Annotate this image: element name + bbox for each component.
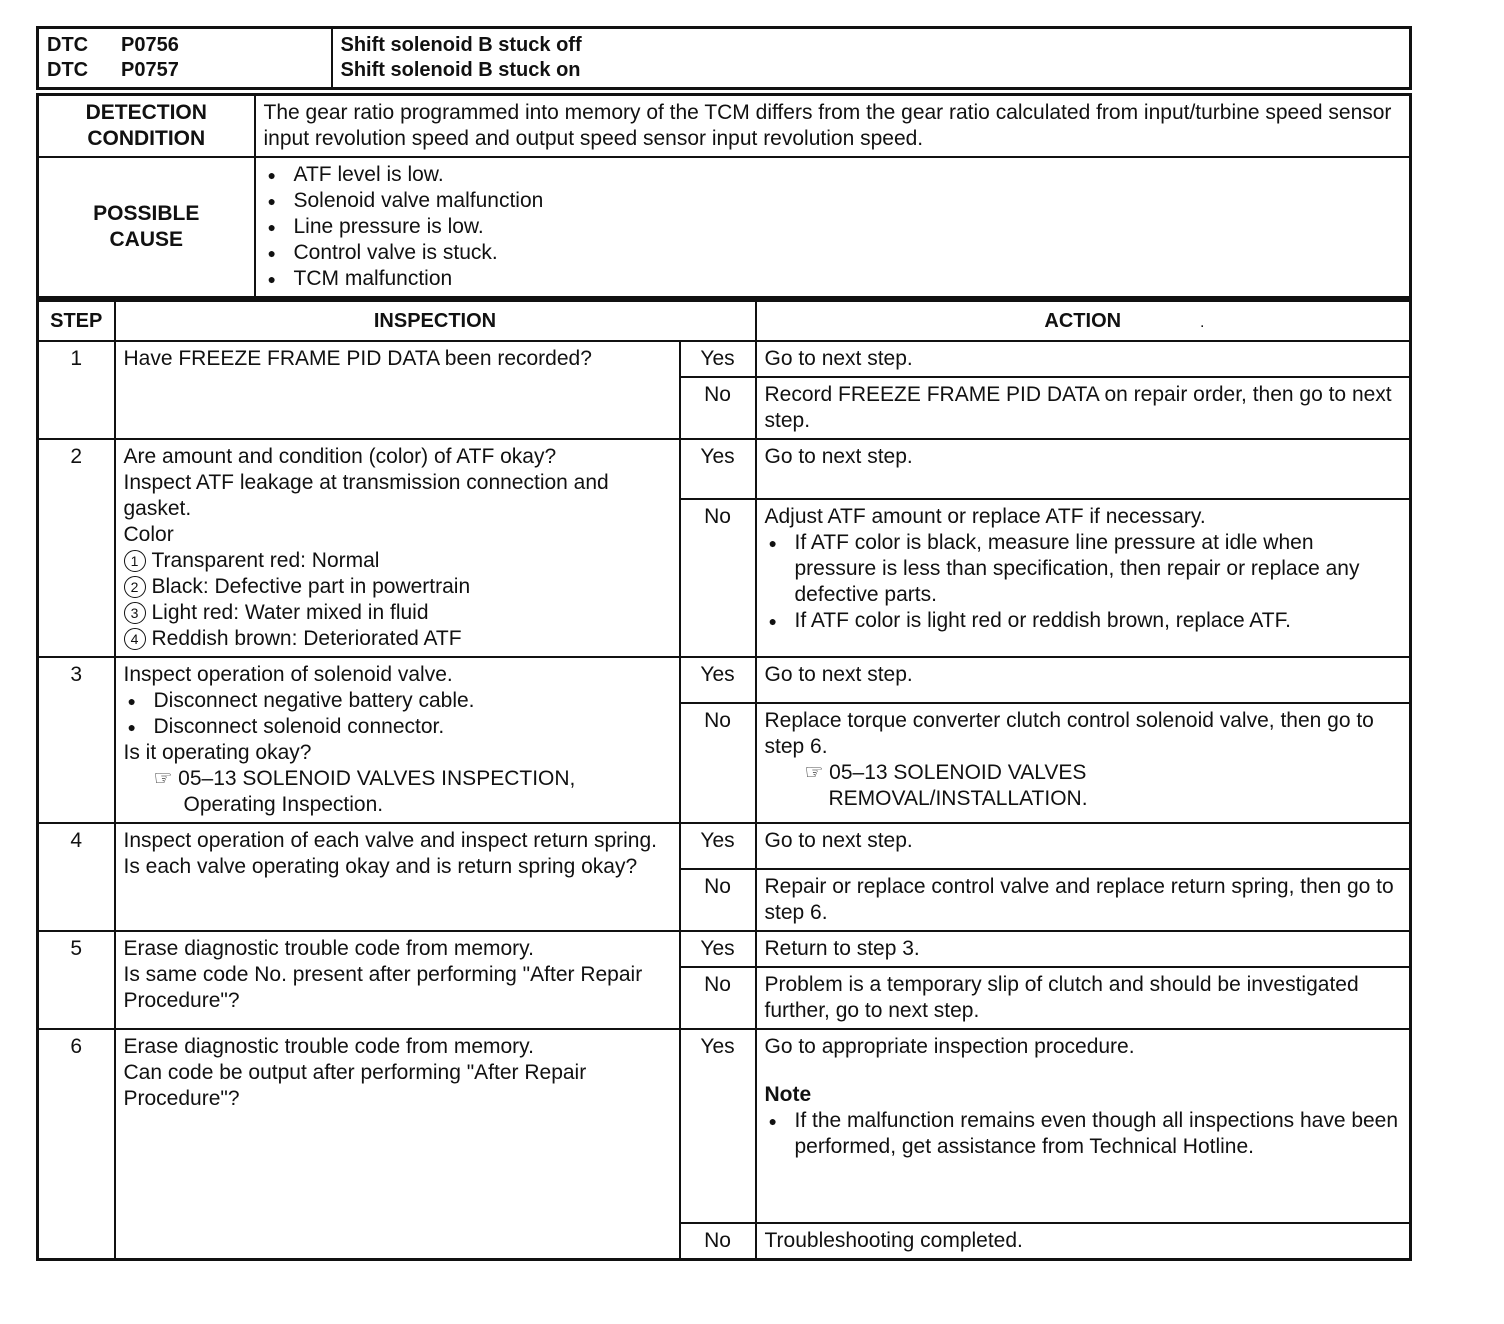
circled-number: 4 <box>124 628 146 650</box>
no-label: No <box>680 703 756 823</box>
inspection-line: Is it operating okay? <box>123 741 312 764</box>
dtc-titles <box>332 28 1411 89</box>
circled-number: 2 <box>124 576 146 598</box>
inspection-bullet: ● Disconnect negative battery cable. <box>124 688 671 714</box>
cause-item: ● TCM malfunction <box>264 266 1402 292</box>
step-number: 1 <box>38 341 115 439</box>
yes-label: Yes <box>680 931 756 967</box>
inspection-line: Are amount and condition (color) of ATF okay? <box>123 445 557 468</box>
yes-label: Yes <box>680 439 756 499</box>
detection-text: The gear ratio programmed into memory of the TCM differs from the gear ratio calculated from input/turbine speed sensor input revolution speed and output speed sensor input revolution speed. <box>255 95 1411 158</box>
dtc-document <box>36 26 1412 1261</box>
no-action-intro: Adjust ATF amount or replace ATF if necessary. <box>764 505 1206 528</box>
cause-item: ● Solenoid valve malfunction <box>264 188 1402 214</box>
inspection-line: Inspect ATF leakage at transmission connection and gasket. <box>123 471 609 520</box>
stray-dot: . <box>1200 314 1205 331</box>
possible-cause-list <box>255 157 1411 298</box>
no-action-bullet: ● If ATF color is black, measure line pressure at idle when pressure is less than specification, then repair or replace any defective parts. <box>765 530 1402 608</box>
yes-action: Return to step 3. <box>756 931 1411 967</box>
yes-label: Yes <box>680 657 756 703</box>
no-action: Repair or replace control valve and replace return spring, then go to step 6. <box>756 869 1411 931</box>
dtc-label: DTC <box>47 34 89 56</box>
cause-item: ● Line pressure is low. <box>264 214 1402 240</box>
no-label: No <box>680 869 756 931</box>
color-item <box>124 626 671 652</box>
yes-action: Go to next step. <box>756 439 1411 499</box>
dtc-label: DTC <box>47 59 89 81</box>
no-action: Problem is a temporary slip of clutch and should be investigated further, go to next step. <box>756 967 1411 1029</box>
color-item <box>124 574 671 600</box>
inspection-line: Inspect operation of each valve and inspect return spring. <box>123 829 657 852</box>
inspection-line: Erase diagnostic trouble code from memory. <box>123 937 534 960</box>
step-inspection <box>115 931 680 1029</box>
step-number: 6 <box>38 1029 115 1260</box>
yes-label: Yes <box>680 1029 756 1223</box>
condition-table <box>36 93 1412 299</box>
detection-label <box>38 95 255 158</box>
circled-number: 1 <box>124 550 146 572</box>
step-number: 2 <box>38 439 115 657</box>
col-header-inspection: INSPECTION <box>115 301 756 342</box>
step-number: 5 <box>38 931 115 1029</box>
step-inspection <box>115 439 680 657</box>
note-bullet: ● If the malfunction remains even though all inspections have been performed, get assistance from Technical Hotline. <box>765 1108 1402 1160</box>
step-inspection <box>115 823 680 931</box>
no-action-bullet: ● If ATF color is light red or reddish brown, replace ATF. <box>765 608 1402 634</box>
yes-label: Yes <box>680 341 756 377</box>
possible-cause-label-line: POSSIBLE <box>93 202 200 225</box>
step-inspection <box>115 657 680 823</box>
color-text: Light red: Water mixed in fluid <box>151 601 429 624</box>
step-inspection <box>115 1029 680 1260</box>
note-title: Note <box>764 1083 812 1106</box>
no-action-text: Replace torque converter clutch control solenoid valve, then go to step 6. <box>764 709 1374 758</box>
dtc-code: P0757 <box>121 59 179 81</box>
col-header-step: STEP <box>38 301 115 342</box>
yes-action: Go to next step. <box>756 657 1411 703</box>
manual-reference: ☞ 05–13 SOLENOID VALVES INSPECTION, <box>153 767 576 790</box>
inspection-line: Is each valve operating okay and is return spring okay? <box>123 855 638 878</box>
color-text: Transparent red: Normal <box>151 549 380 572</box>
inspection-line: Is same code No. present after performing "After Repair Procedure"? <box>123 963 643 1012</box>
manual-reference-cont: REMOVAL/INSTALLATION. <box>828 787 1088 810</box>
color-text: Black: Defective part in powertrain <box>151 575 471 598</box>
yes-action <box>756 1029 1411 1223</box>
no-action <box>756 703 1411 823</box>
yes-action: Go to next step. <box>756 341 1411 377</box>
color-item <box>124 548 671 574</box>
inspection-line: Inspect operation of solenoid valve. <box>123 663 453 686</box>
possible-cause-label-line: CAUSE <box>109 228 183 251</box>
col-header-action: ACTION <box>756 301 1411 342</box>
no-action <box>756 499 1411 657</box>
detection-label-line: DETECTION <box>85 101 207 124</box>
dtc-header-table <box>36 26 1412 90</box>
dtc-codes <box>38 28 332 89</box>
possible-cause-label <box>38 157 255 298</box>
step-number: 3 <box>38 657 115 823</box>
inspection-line: Color <box>123 523 174 546</box>
circled-number: 3 <box>124 602 146 624</box>
yes-action: Go to next step. <box>756 823 1411 869</box>
dtc-title: Shift solenoid B stuck off <box>340 34 582 56</box>
steps-table <box>36 299 1412 1261</box>
inspection-line: Erase diagnostic trouble code from memory. <box>123 1035 534 1058</box>
no-label: No <box>680 499 756 657</box>
step-inspection: Have FREEZE FRAME PID DATA been recorded? <box>115 341 680 439</box>
no-label: No <box>680 967 756 1029</box>
manual-reference: ☞ 05–13 SOLENOID VALVES <box>804 761 1087 784</box>
no-label: No <box>680 377 756 439</box>
detection-label-line: CONDITION <box>87 127 206 150</box>
yes-label: Yes <box>680 823 756 869</box>
inspection-line: Can code be output after performing "After Repair Procedure"? <box>123 1061 587 1110</box>
no-action: Troubleshooting completed. <box>756 1223 1411 1260</box>
color-item <box>124 600 671 626</box>
no-label: No <box>680 1223 756 1260</box>
dtc-title: Shift solenoid B stuck on <box>340 59 581 81</box>
dtc-code: P0756 <box>121 34 179 56</box>
step-number: 4 <box>38 823 115 931</box>
cause-item: ● Control valve is stuck. <box>264 240 1402 266</box>
inspection-bullet: ● Disconnect solenoid connector. <box>124 714 671 740</box>
color-text: Reddish brown: Deteriorated ATF <box>151 627 462 650</box>
cause-item: ● ATF level is low. <box>264 162 1402 188</box>
yes-action-text: Go to appropriate inspection procedure. <box>764 1035 1135 1058</box>
no-action: Record FREEZE FRAME PID DATA on repair order, then go to next step. <box>756 377 1411 439</box>
manual-reference-cont: Operating Inspection. <box>183 793 384 816</box>
